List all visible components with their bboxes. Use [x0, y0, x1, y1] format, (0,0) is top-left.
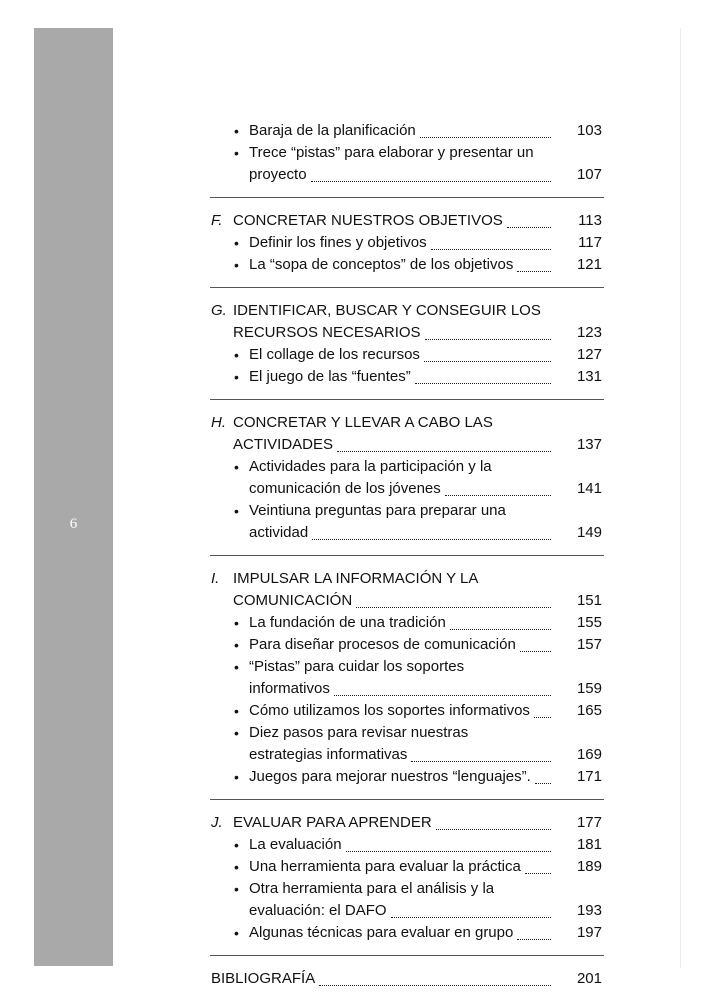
- entry-text: BIBLIOGRAFÍA: [211, 970, 316, 987]
- toc-entry-line: [249, 233, 602, 253]
- dot-leader: [520, 647, 551, 652]
- dot-leader: [391, 913, 551, 918]
- entry-text: CONCRETAR Y LLEVAR A CABO LAS: [233, 414, 493, 431]
- section-divider: [210, 799, 604, 800]
- toc-entry-line: [249, 745, 602, 765]
- bibliography-entry: [211, 969, 602, 989]
- entry-text: EVALUAR PARA APRENDER: [233, 814, 432, 831]
- entry-text: Una herramienta para evaluar la práctica: [249, 858, 521, 875]
- bullet-point: •: [234, 257, 239, 273]
- entry-text: Juegos para mejorar nuestros “lenguajes”.: [249, 768, 531, 785]
- entry-text: evaluación: el DAFO: [249, 902, 387, 919]
- entry-text: Trece “pistas” para elaborar y presentar un: [249, 144, 534, 161]
- section-letter: J.: [211, 814, 223, 831]
- page-reference: 189: [576, 858, 602, 875]
- section-letter: I.: [211, 570, 220, 587]
- toc-entry-line: [249, 143, 602, 163]
- bullet-point: •: [234, 459, 239, 475]
- page-reference: 181: [576, 836, 602, 853]
- section-letter: F.: [211, 212, 223, 229]
- entry-text: CONCRETAR NUESTROS OBJETIVOS: [233, 212, 503, 229]
- toc-entry-line: [249, 457, 602, 477]
- entry-text: El juego de las “fuentes”: [249, 368, 411, 385]
- toc-entry-line: [249, 679, 602, 699]
- toc-entry-line: [249, 255, 602, 275]
- section-divider: [210, 555, 604, 556]
- page-reference: 177: [576, 814, 602, 831]
- toc-entry-line: [249, 723, 602, 743]
- section-heading-line: [233, 211, 602, 231]
- dot-leader: [535, 779, 551, 784]
- page-reference: 157: [576, 636, 602, 653]
- entry-text: El collage de los recursos: [249, 346, 420, 363]
- page-reference: 169: [576, 746, 602, 763]
- page-reference: 171: [576, 768, 602, 785]
- entry-text: IDENTIFICAR, BUSCAR Y CONSEGUIR LOS: [233, 302, 541, 319]
- entry-text: “Pistas” para cuidar los soportes: [249, 658, 465, 675]
- toc-entry-line: [249, 901, 602, 921]
- toc-entry-line: [249, 523, 602, 543]
- entry-text: estrategias informativas: [249, 746, 408, 763]
- page-reference: 155: [576, 614, 602, 631]
- section-heading-line: [233, 323, 602, 343]
- toc-entry-line: [249, 165, 602, 185]
- dot-leader: [319, 981, 551, 986]
- bullet-point: •: [234, 925, 239, 941]
- bullet-point: •: [234, 145, 239, 161]
- section-heading-line: [233, 813, 602, 833]
- entry-text: Cómo utilizamos los soportes informativos: [249, 702, 530, 719]
- page-reference: 107: [576, 166, 602, 183]
- entry-text: Algunas técnicas para evaluar en grupo: [249, 924, 514, 941]
- dot-leader: [420, 133, 551, 138]
- page-reference: 113: [578, 212, 602, 229]
- dot-leader: [311, 177, 551, 182]
- toc-entry-line: [249, 501, 602, 521]
- section-divider: [210, 955, 604, 956]
- section-heading-line: [233, 435, 602, 455]
- entry-text: Diez pasos para revisar nuestras: [249, 724, 469, 741]
- toc-entry-line: [249, 835, 602, 855]
- page-number: 6: [69, 516, 78, 532]
- page-reference: 149: [576, 524, 602, 541]
- dot-leader: [411, 757, 551, 762]
- section-heading-line: [233, 413, 602, 433]
- dot-leader: [534, 713, 551, 718]
- entry-text: La fundación de una tradición: [249, 614, 446, 631]
- bullet-point: •: [234, 769, 239, 785]
- dot-leader: [312, 535, 551, 540]
- page-reference: 121: [576, 256, 602, 273]
- toc-entry-line: [249, 635, 602, 655]
- toc-entry-line: [249, 923, 602, 943]
- entry-text: IMPULSAR LA INFORMACIÓN Y LA: [233, 570, 479, 587]
- dot-leader: [507, 223, 551, 228]
- section-letter: G.: [211, 302, 227, 319]
- entry-text: informativos: [249, 680, 330, 697]
- toc-entry-line: [249, 701, 602, 721]
- entry-text: Definir los fines y objetivos: [249, 234, 427, 251]
- entry-text: La “sopa de conceptos” de los objetivos: [249, 256, 514, 273]
- page-reference: 141: [576, 480, 602, 497]
- bullet-point: •: [234, 881, 239, 897]
- dot-leader: [525, 869, 551, 874]
- entry-text: actividad: [249, 524, 309, 541]
- entry-text: comunicación de los jóvenes: [249, 480, 441, 497]
- page-reference: 159: [576, 680, 602, 697]
- dot-leader: [450, 625, 551, 630]
- page-reference: 103: [576, 122, 602, 139]
- toc-entry-line: [249, 121, 602, 141]
- entry-text: RECURSOS NECESARIOS: [233, 324, 421, 341]
- bullet-point: •: [234, 703, 239, 719]
- section-heading-line: [233, 591, 602, 611]
- toc-entry-line: [249, 657, 602, 677]
- bullet-point: •: [234, 347, 239, 363]
- dot-leader: [436, 825, 551, 830]
- section-divider: [210, 287, 604, 288]
- dot-leader: [356, 603, 551, 608]
- dot-leader: [431, 245, 551, 250]
- page-reference: 131: [576, 368, 602, 385]
- page-reference: 123: [576, 324, 602, 341]
- entry-text: Para diseñar procesos de comunicación: [249, 636, 516, 653]
- bullet-point: •: [234, 837, 239, 853]
- entry-text: COMUNICACIÓN: [233, 592, 353, 609]
- toc-entry-line: [249, 479, 602, 499]
- toc-entry-line: [249, 367, 602, 387]
- bullet-point: •: [234, 725, 239, 741]
- bullet-point: •: [234, 235, 239, 251]
- toc-entry-line: [249, 767, 602, 787]
- bullet-point: •: [234, 369, 239, 385]
- page-reference: 197: [576, 924, 602, 941]
- page-reference: 127: [576, 346, 602, 363]
- bullet-point: •: [234, 503, 239, 519]
- bullet-point: •: [234, 859, 239, 875]
- entry-text: ACTIVIDADES: [233, 436, 334, 453]
- page-reference: 165: [576, 702, 602, 719]
- section-heading-line: [233, 569, 602, 589]
- entry-text: proyecto: [249, 166, 307, 183]
- page-reference: 201: [576, 970, 602, 987]
- dot-leader: [415, 379, 551, 384]
- section-letter: H.: [211, 414, 226, 431]
- dot-leader: [425, 335, 551, 340]
- section-heading-line: [233, 301, 602, 321]
- dot-leader: [424, 357, 551, 362]
- dot-leader: [334, 691, 551, 696]
- dot-leader: [337, 447, 551, 452]
- toc-entry-line: [249, 345, 602, 365]
- page-reference: 151: [576, 592, 602, 609]
- dot-leader: [517, 935, 551, 940]
- entry-text: La evaluación: [249, 836, 342, 853]
- bullet-point: •: [234, 659, 239, 675]
- entry-text: Otra herramienta para el análisis y la: [249, 880, 495, 897]
- page-reference: 137: [576, 436, 602, 453]
- section-divider: [210, 197, 604, 198]
- section-divider: [210, 399, 604, 400]
- toc-entry-line: [249, 613, 602, 633]
- dot-leader: [517, 267, 551, 272]
- page-reference: 193: [576, 902, 602, 919]
- dot-leader: [445, 491, 551, 496]
- toc-entry-line: [249, 857, 602, 877]
- page-reference: 117: [578, 234, 602, 251]
- entry-text: Baraja de la planificación: [249, 122, 416, 139]
- toc-entry-line: [249, 879, 602, 899]
- entry-text: Veintiuna preguntas para preparar una: [249, 502, 506, 519]
- bullet-point: •: [234, 637, 239, 653]
- dot-leader: [346, 847, 551, 852]
- bullet-point: •: [234, 123, 239, 139]
- entry-text: Actividades para la participación y la: [249, 458, 492, 475]
- bullet-point: •: [234, 615, 239, 631]
